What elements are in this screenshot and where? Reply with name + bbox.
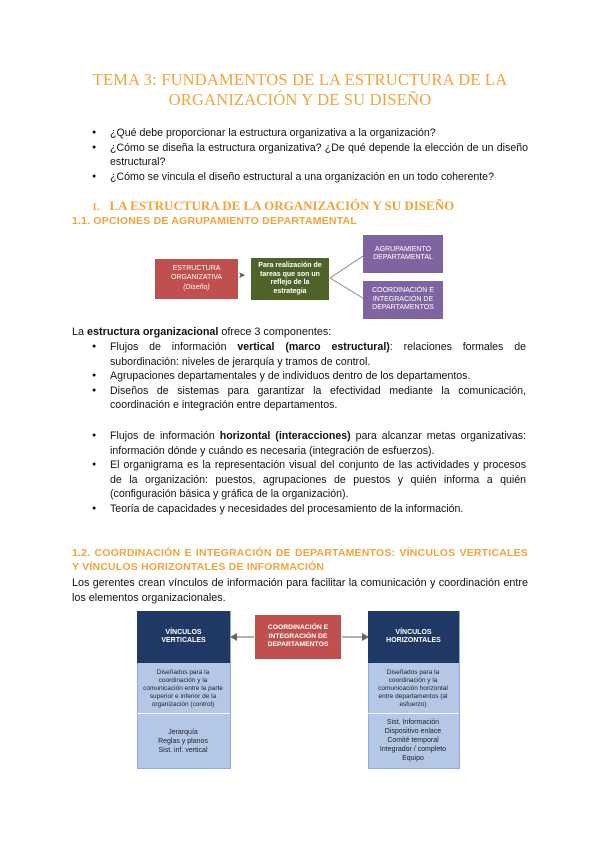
bold-text: vertical (marco estructural): [237, 341, 390, 353]
coordinacion-text: COORDINACIÓN E INTEGRACIÓN DE DEPARTAMENTOS: [372, 287, 434, 312]
list-item: ● El organigrama es la representación visual del conjunto de las actividades y procesos de la organización: puestos, agrupaciones de puestos y quién informa a quién (configuración básica y gráfica de la organización).: [88, 458, 526, 502]
double-arrow-icon: [230, 630, 370, 644]
right-divider: [368, 713, 459, 714]
section-title: LA ESTRUCTURA DE LA ORGANIZACIÓN Y SU DISEÑO: [109, 198, 455, 213]
subsection-heading: 1.1. OPCIONES DE AGRUPAMIENTO DEPARTAMENTAL: [72, 215, 357, 227]
left-title: VÍNCULOS VERTICALES: [161, 628, 206, 644]
page-title: TEMA 3: FUNDAMENTOS DE LA ESTRUCTURA DE LA ORGANIZACIÓN Y DE SU DISEÑO: [92, 70, 508, 109]
bold-text: estructura organizacional: [87, 326, 219, 338]
left-list-item: Jerarquía: [168, 729, 198, 736]
arrow-right-icon: ➤: [238, 270, 246, 280]
section-number: 1.: [92, 202, 100, 213]
agrupamiento-box: [363, 235, 443, 273]
left-list-item: Sist. inf. vertical: [158, 747, 208, 754]
list-item: [88, 429, 526, 458]
intro-question-list: [88, 126, 528, 184]
left-description: Diseñados para la coordinación y la comunicación entre la parte superior e inferior de la organización (control): [143, 669, 223, 708]
list-item: ● Diseños de sistemas para garantizar la efectividad mediante la comunicación, coordinación e integración entre departamentos.: [88, 384, 526, 413]
right-list-item: Equipo: [402, 755, 424, 762]
agrupamiento-text: AGRUPAMIENTO DEPARTAMENTAL: [373, 245, 433, 261]
bold-text: horizontal (interacciones): [219, 430, 351, 442]
list-item: ● Agrupaciones departamentales y de individuos dentro de los departamentos.: [88, 369, 526, 384]
right-title-box: [368, 611, 459, 663]
section12-paragraph: Los gerentes crean vínculos de información para facilitar la comunicación y coordinación entre los elementos organizacionales.: [72, 577, 528, 604]
subsection-heading: 1.2. COORDINACIÓN E INTEGRACIÓN DE DEPARTAMENTOS: VÍNCULOS VERTICALES Y VÍNCULOS HORIZONTALES DE INFORMACIÓN: [72, 547, 528, 573]
text: Flujos de información: [110, 341, 238, 353]
realizacion-box: [251, 258, 329, 300]
list-item: [88, 340, 526, 369]
list-item: ● ¿Cómo se diseña la estructura organizativa? ¿De qué depende la elección de un diseño estructural?: [88, 141, 528, 170]
estructura-box: [155, 259, 238, 299]
components-lead: [72, 325, 532, 340]
right-list-item: Comité temporal: [387, 737, 439, 744]
right-description: Diseñados para la coordinación y la comunicación horizontal entre departamentos (al esfuerzo): [378, 669, 448, 708]
estructura-line2: ORGANIZATIVA: [170, 273, 223, 281]
estructura-line1: ESTRUCTURA: [172, 265, 221, 273]
right-list-item: Sist. Información: [386, 719, 440, 726]
left-list: [140, 728, 226, 755]
list-item: ● ¿Qué debe proporcionar la estructura organizativa a la organización?: [88, 126, 528, 141]
text: para alcanzar metas organizativas: información dónde y cuándo es necesaria (integración de esfuerzos).: [110, 430, 526, 457]
right-list: [371, 718, 455, 763]
text: ofrece 3 componentes:: [218, 326, 332, 338]
left-title-box: [137, 611, 230, 663]
text: Flujos de información: [110, 430, 220, 442]
section-heading: [92, 198, 454, 214]
right-list-item: Dispositivo enlace: [384, 728, 442, 735]
list-item: ● ¿Cómo se vincula el diseño estructural a una organización en un todo coherente?: [88, 170, 528, 185]
left-list-item: Reglas y planos: [158, 738, 208, 745]
list-item: ● Teoría de capacidades y necesidades del procesamiento de la información.: [88, 502, 526, 517]
realizacion-text: Para realización de tareas que son un reflejo de la estrategia: [258, 262, 322, 295]
center-text: COORDINACIÓN E INTEGRACIÓN DE DEPARTAMENTOS: [267, 624, 329, 649]
text: La: [72, 326, 88, 338]
components-list-2: [88, 429, 526, 516]
text: : relaciones formales de subordinación: niveles de jerarquía y tramos de control.: [110, 341, 526, 368]
components-list-1: [88, 340, 526, 413]
left-divider: [137, 713, 230, 714]
estructura-sub: (Diseño): [183, 284, 210, 292]
right-title: VÍNCULOS HORIZONTALES: [386, 628, 441, 644]
right-list-item: Integrador / completo: [379, 746, 447, 753]
coordinacion-box: [363, 281, 443, 319]
connector-lines: [328, 250, 368, 310]
